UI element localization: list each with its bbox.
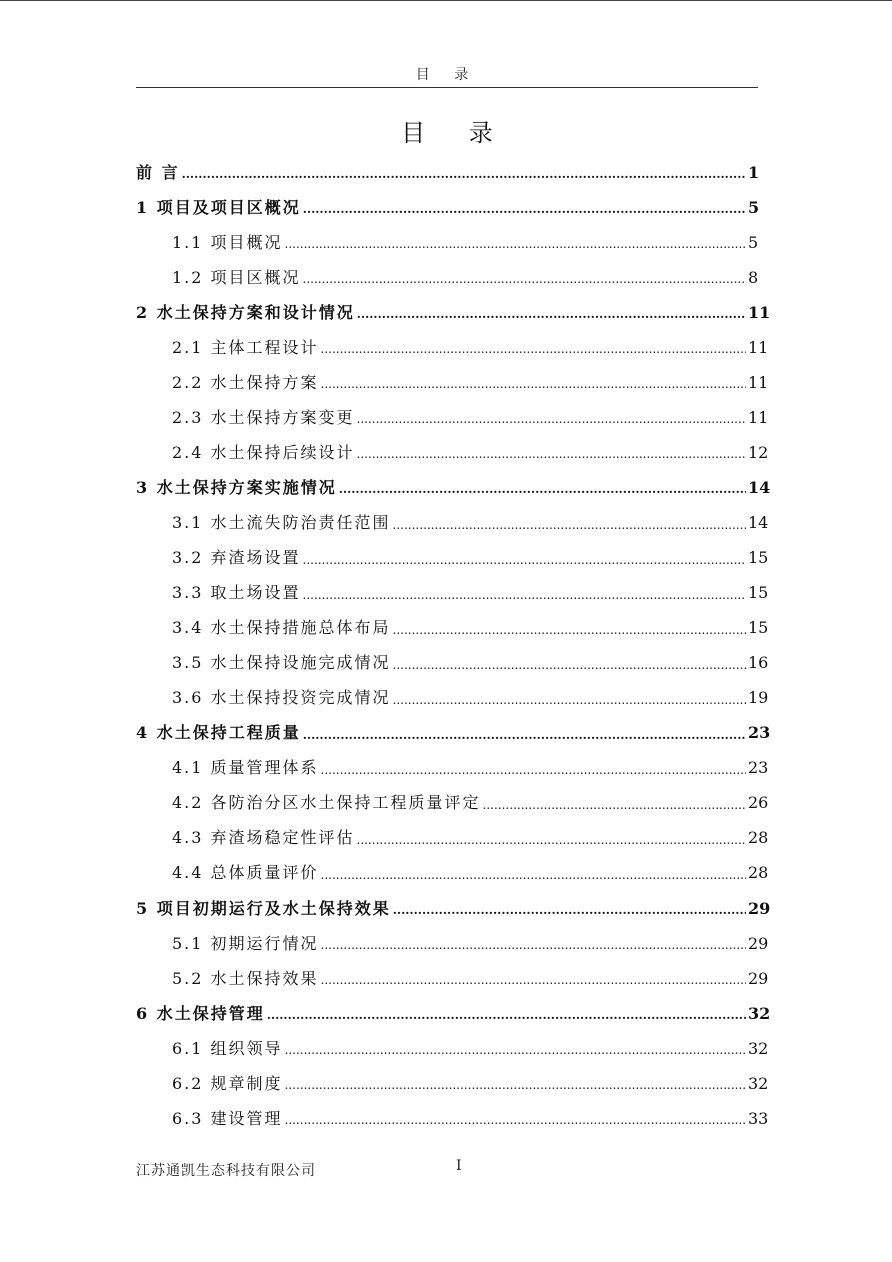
- toc-dot-leader: [357, 413, 746, 435]
- table-of-contents: [136, 155, 771, 1136]
- toc-dot-leader: [285, 238, 746, 260]
- toc-dot-leader: [303, 589, 746, 611]
- toc-entry-page-number: 23: [748, 758, 769, 778]
- toc-entry-page-number: 28: [748, 863, 769, 883]
- toc-entry[interactable]: [136, 541, 769, 576]
- footer-company: 江苏通凯生态科技有限公司: [136, 1163, 316, 1179]
- toc-dot-leader: [321, 764, 746, 786]
- toc-entry[interactable]: [136, 926, 769, 961]
- toc-entry[interactable]: [136, 1031, 769, 1066]
- toc-entry-page-number: 29: [748, 933, 769, 953]
- toc-entry-page-number: 12: [748, 442, 769, 462]
- toc-entry-label: 2.4 水土保持后续设计: [172, 442, 355, 462]
- toc-entry-page-number: 8: [748, 267, 759, 287]
- toc-dot-leader: [393, 904, 746, 926]
- toc-dot-leader: [357, 308, 746, 330]
- toc-dot-leader: [285, 1114, 746, 1136]
- toc-entry-page-number: 5: [748, 232, 759, 252]
- toc-entry-page-number: 11: [748, 372, 769, 392]
- toc-entry[interactable]: [136, 786, 769, 821]
- footer-page-number: I: [456, 1158, 462, 1174]
- toc-entry-label: 4.1 质量管理体系: [172, 758, 319, 778]
- toc-entry-label: 4.4 总体质量评价: [172, 863, 319, 883]
- toc-entry-label: 1 项目及项目区概况: [136, 197, 301, 217]
- toc-dot-leader: [321, 939, 746, 961]
- toc-entry[interactable]: [136, 1101, 769, 1136]
- toc-entry[interactable]: [136, 891, 771, 926]
- toc-entry-label: 5.1 初期运行情况: [172, 933, 319, 953]
- toc-entry-label: 6 水土保持管理: [136, 1003, 265, 1023]
- toc-entry[interactable]: [136, 576, 769, 611]
- toc-entry-label: 5 项目初期运行及水土保持效果: [136, 898, 391, 918]
- toc-dot-leader: [303, 729, 746, 751]
- toc-entry[interactable]: [136, 611, 769, 646]
- toc-dot-leader: [303, 273, 746, 295]
- toc-entry-page-number: 16: [748, 653, 769, 673]
- toc-entry-label: 3.2 弃渣场设置: [172, 548, 301, 568]
- toc-entry-label: 6.2 规章制度: [172, 1073, 283, 1093]
- toc-dot-leader: [357, 448, 746, 470]
- toc-dot-leader: [357, 834, 746, 856]
- toc-entry[interactable]: [136, 646, 769, 681]
- toc-entry-label: 6.1 组织领导: [172, 1038, 283, 1058]
- toc-dot-leader: [339, 483, 746, 505]
- toc-entry-label: 4.2 各防治分区水土保持工程质量评定: [172, 793, 481, 813]
- toc-dot-leader: [303, 554, 746, 576]
- toc-dot-leader: [393, 659, 746, 681]
- header-rule: [136, 87, 758, 88]
- toc-entry[interactable]: [136, 225, 758, 260]
- toc-entry-label: 前 言: [136, 162, 180, 182]
- toc-entry-page-number: 15: [748, 583, 769, 603]
- toc-entry-label: 5.2 水土保持效果: [172, 968, 319, 988]
- toc-entry-label: 1.1 项目概况: [172, 232, 283, 252]
- toc-dot-leader: [393, 519, 746, 541]
- toc-entry-page-number: 33: [748, 1108, 769, 1128]
- toc-entry[interactable]: [136, 435, 769, 470]
- toc-entry-page-number: 29: [748, 968, 769, 988]
- toc-dot-leader: [321, 343, 746, 365]
- toc-entry-label: 2.1 主体工程设计: [172, 337, 319, 357]
- toc-entry[interactable]: [136, 716, 771, 751]
- toc-entry-page-number: 29: [748, 898, 771, 918]
- toc-entry[interactable]: [136, 260, 758, 295]
- toc-title: 目 录: [401, 119, 511, 147]
- toc-entry-page-number: 14: [748, 512, 769, 532]
- toc-entry-label: 2.2 水土保持方案: [172, 372, 319, 392]
- toc-entry-label: 6.3 建设管理: [172, 1108, 283, 1128]
- toc-dot-leader: [393, 624, 746, 646]
- toc-entry-label: 3.3 取土场设置: [172, 583, 301, 603]
- toc-entry-page-number: 26: [748, 793, 769, 813]
- toc-entry[interactable]: [136, 470, 771, 505]
- toc-dot-leader: [483, 799, 746, 821]
- toc-entry-label: 2.3 水土保持方案变更: [172, 407, 355, 427]
- running-header: 目 录: [415, 67, 479, 83]
- toc-dot-leader: [321, 378, 746, 400]
- toc-dot-leader: [285, 1079, 746, 1101]
- toc-dot-leader: [303, 203, 746, 225]
- toc-entry-label: 2 水土保持方案和设计情况: [136, 302, 355, 322]
- toc-entry-label: 3.5 水土保持设施完成情况: [172, 653, 391, 673]
- toc-entry-page-number: 32: [748, 1003, 771, 1023]
- toc-entry[interactable]: [136, 1066, 769, 1101]
- toc-dot-leader: [182, 168, 746, 190]
- toc-entry[interactable]: [136, 821, 769, 856]
- toc-entry[interactable]: [136, 996, 771, 1031]
- toc-entry-page-number: 1: [748, 162, 760, 182]
- toc-entry-label: 3.6 水土保持投资完成情况: [172, 688, 391, 708]
- toc-dot-leader: [321, 869, 746, 891]
- toc-entry-label: 3.4 水土保持措施总体布局: [172, 618, 391, 638]
- toc-entry-page-number: 5: [748, 197, 760, 217]
- toc-entry[interactable]: [136, 681, 769, 716]
- toc-entry-page-number: 15: [748, 618, 769, 638]
- toc-entry-label: 4 水土保持工程质量: [136, 723, 301, 743]
- toc-entry-page-number: 28: [748, 828, 769, 848]
- toc-entry[interactable]: [136, 505, 769, 540]
- toc-entry[interactable]: [136, 365, 769, 400]
- toc-dot-leader: [285, 1044, 746, 1066]
- toc-entry-page-number: 23: [748, 723, 771, 743]
- toc-entry-label: 3 水土保持方案实施情况: [136, 477, 337, 497]
- toc-entry-label: 4.3 弃渣场稳定性评估: [172, 828, 355, 848]
- toc-entry[interactable]: [136, 751, 769, 786]
- toc-entry[interactable]: [136, 190, 758, 225]
- toc-entry-page-number: 11: [748, 407, 769, 427]
- toc-dot-leader: [393, 694, 746, 716]
- toc-entry[interactable]: [136, 400, 769, 435]
- toc-entry-page-number: 14: [748, 477, 771, 497]
- page-top-rule: [0, 0, 892, 1]
- toc-entry-page-number: 19: [748, 688, 769, 708]
- toc-entry[interactable]: [136, 856, 769, 891]
- toc-dot-leader: [321, 974, 746, 996]
- toc-entry-page-number: 32: [748, 1073, 769, 1093]
- toc-entry[interactable]: [136, 961, 769, 996]
- toc-entry[interactable]: [136, 295, 771, 330]
- toc-entry[interactable]: [136, 330, 769, 365]
- toc-entry-page-number: 15: [748, 548, 769, 568]
- toc-entry[interactable]: [136, 155, 758, 190]
- toc-dot-leader: [267, 1009, 746, 1031]
- toc-entry-label: 1.2 项目区概况: [172, 267, 301, 287]
- toc-entry-page-number: 11: [748, 302, 771, 322]
- toc-entry-page-number: 32: [748, 1038, 769, 1058]
- toc-entry-label: 3.1 水土流失防治责任范围: [172, 512, 391, 532]
- toc-entry-page-number: 11: [748, 337, 769, 357]
